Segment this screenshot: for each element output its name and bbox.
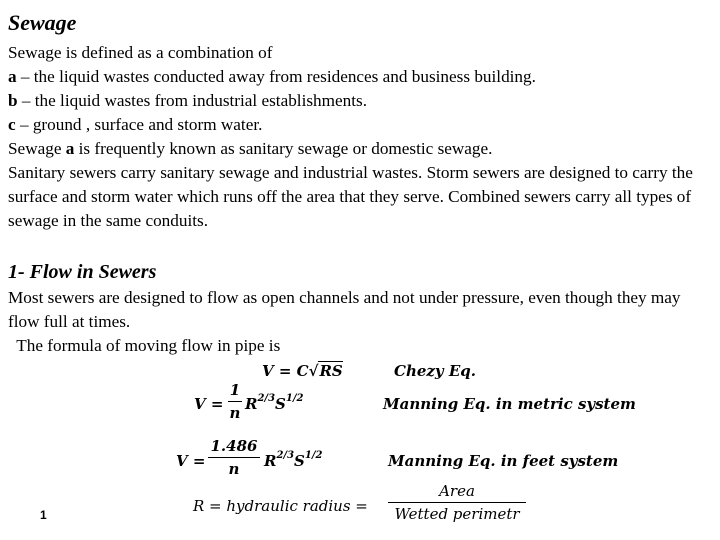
fraction-numerator: 1.486 xyxy=(210,437,258,455)
manning-metric-lhs: V = xyxy=(194,395,224,413)
chezy-equation xyxy=(262,361,343,381)
s-exponent: 1/2 xyxy=(304,450,323,461)
fraction-numerator: 1 xyxy=(229,381,241,399)
item-letter: a xyxy=(8,67,17,86)
r-exponent: 2/3 xyxy=(276,450,295,461)
flow-paragraph: Most sewers are designed to flow as open channels and not under pressure, even though they may flow full at times. xyxy=(8,288,681,331)
list-item-b xyxy=(8,89,714,113)
intro-text: Sewage is defined as a combination of xyxy=(8,43,273,62)
manning-feet-label: Manning Eq. in feet system xyxy=(388,452,619,470)
hydraulic-radius-lhs: R = hydraulic radius = xyxy=(193,497,368,515)
item-text: – ground , surface and storm water. xyxy=(15,115,263,134)
sewage-a-text xyxy=(8,137,714,161)
list-item-a xyxy=(8,65,714,89)
item-text: – the liquid wastes conducted away from residences and business building. xyxy=(16,67,536,86)
s-symbol: S xyxy=(294,452,305,470)
sewage-a-pre: Sewage xyxy=(8,139,66,158)
manning-metric-label: Manning Eq. in metric system xyxy=(383,395,636,413)
manning-metric-rhs xyxy=(245,394,303,414)
fraction-bar xyxy=(388,502,526,503)
page-number: 1 xyxy=(40,508,47,522)
s-symbol: S xyxy=(275,395,286,413)
manning-metric-fraction xyxy=(228,380,242,423)
manning-feet-lhs: V = xyxy=(176,452,206,470)
sqrt-symbol: √ xyxy=(308,362,319,380)
manning-feet-rhs xyxy=(264,451,322,471)
list-item-c xyxy=(8,113,714,137)
item-letter: b xyxy=(8,91,18,110)
chezy-lhs: V = C xyxy=(262,362,309,380)
hydraulic-radius-fraction xyxy=(388,481,526,524)
fraction-numerator: Area xyxy=(439,482,475,500)
chezy-radicand: RS xyxy=(319,362,343,380)
fraction-denominator: n xyxy=(228,460,240,478)
sewage-a-letter: a xyxy=(65,139,75,158)
fraction-denominator: n xyxy=(229,404,241,422)
s-exponent: 1/2 xyxy=(285,393,304,404)
fraction-denominator: Wetted perimetr xyxy=(394,505,520,523)
r-symbol: R xyxy=(245,395,258,413)
r-symbol: R xyxy=(264,452,277,470)
sewage-a-post: is frequently known as sanitary sewage or domestic sewage. xyxy=(74,139,493,158)
formula-intro: The formula of moving flow in pipe is xyxy=(8,336,281,355)
item-text: – the liquid wastes from industrial establishments. xyxy=(17,91,367,110)
fraction-bar xyxy=(208,457,260,458)
item-letter: c xyxy=(8,115,16,134)
chezy-label: Chezy Eq. xyxy=(394,362,476,380)
sanitary-paragraph: Sanitary sewers carry sanitary sewage and industrial wastes. Storm sewers are designed to carry the surface and storm water which runs off the area that they serve. Combined sewers carry all types of sewage in the same conduits. xyxy=(8,163,693,230)
manning-feet-fraction xyxy=(208,436,260,479)
r-exponent: 2/3 xyxy=(257,393,276,404)
page-title: Sewage xyxy=(8,10,77,35)
fraction-bar xyxy=(228,401,242,402)
section-title: 1- Flow in Sewers xyxy=(8,261,157,283)
